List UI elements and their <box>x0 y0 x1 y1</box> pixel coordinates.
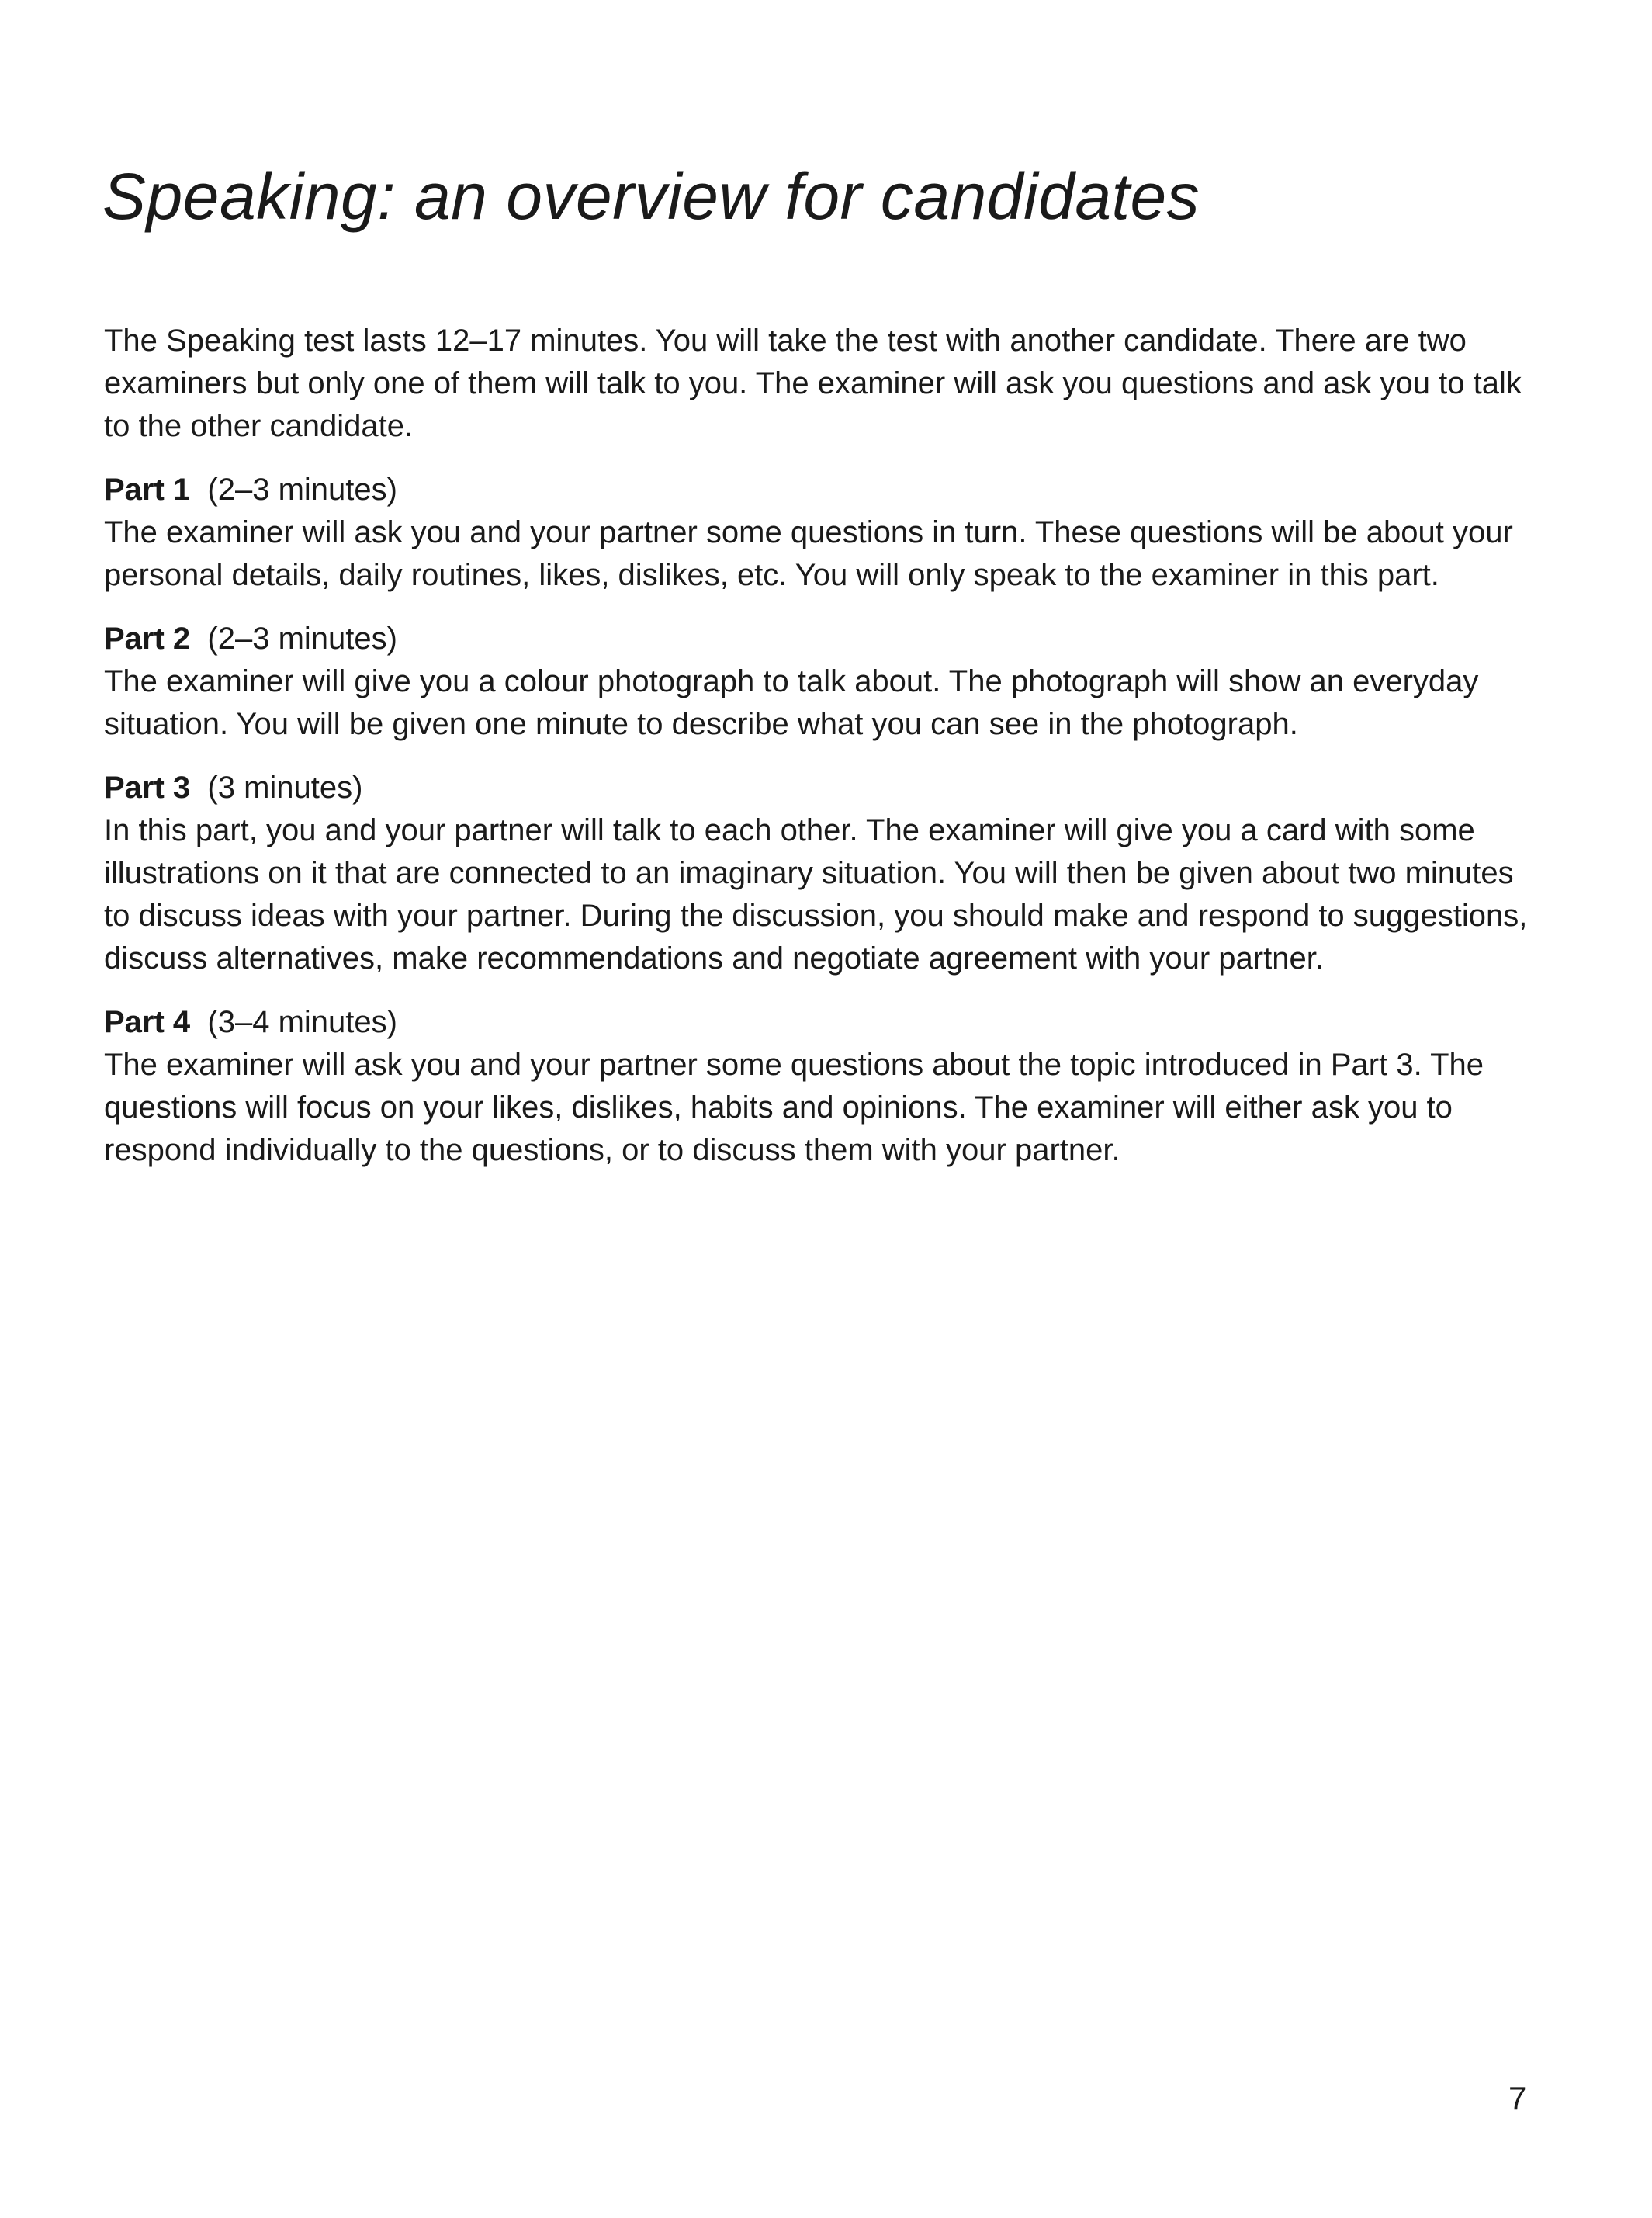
part-description: The examiner will ask you and your partner some questions in turn. These questions will be about your personal details, daily routines, likes, dislikes, etc. You will only speak to the examiner in this part. <box>104 515 1513 592</box>
part-heading <box>104 469 1539 511</box>
page-title: Speaking: an overview for candidates <box>102 160 1200 233</box>
part-duration: (3–4 minutes) <box>207 1005 397 1039</box>
part-label: Part 1 <box>104 473 191 507</box>
part-heading <box>104 618 1539 660</box>
part-description: In this part, you and your partner will talk to each other. The examiner will give you a card with some illustrations on it that are connected to an imaginary situation. You will then be given about two minutes to discuss ideas with your partner. During the discussion, you should make and respond to suggestions, discuss alternatives, make recommendations and negotiate agreement with your partner. <box>104 813 1528 976</box>
part-1-section <box>104 469 1539 597</box>
part-heading <box>104 1001 1539 1044</box>
part-heading <box>104 767 1539 809</box>
part-label: Part 3 <box>104 771 191 805</box>
intro-paragraph: The Speaking test lasts 12–17 minutes. You will take the test with another candidate. There are two examiners but only one of them will talk to you. The examiner will ask you questions and ask you to talk to the other candidate. <box>104 324 1522 443</box>
page-content <box>104 320 1539 1193</box>
part-label: Part 2 <box>104 622 191 656</box>
part-2-section <box>104 618 1539 746</box>
part-duration: (3 minutes) <box>207 771 363 805</box>
part-3-section <box>104 767 1539 980</box>
part-duration: (2–3 minutes) <box>207 622 397 656</box>
part-duration: (2–3 minutes) <box>207 473 397 507</box>
part-label: Part 4 <box>104 1005 191 1039</box>
part-description: The examiner will give you a colour photograph to talk about. The photograph will show an everyday situation. You will be given one minute to describe what you can see in the photograph. <box>104 664 1479 741</box>
page-number: 7 <box>1508 2080 1527 2116</box>
part-description: The examiner will ask you and your partner some questions about the topic introduced in Part 3. The questions will focus on your likes, dislikes, habits and opinions. The examiner will either ask you to respond individually to the questions, or to discuss them with your partner. <box>104 1048 1484 1167</box>
part-4-section <box>104 1001 1539 1172</box>
